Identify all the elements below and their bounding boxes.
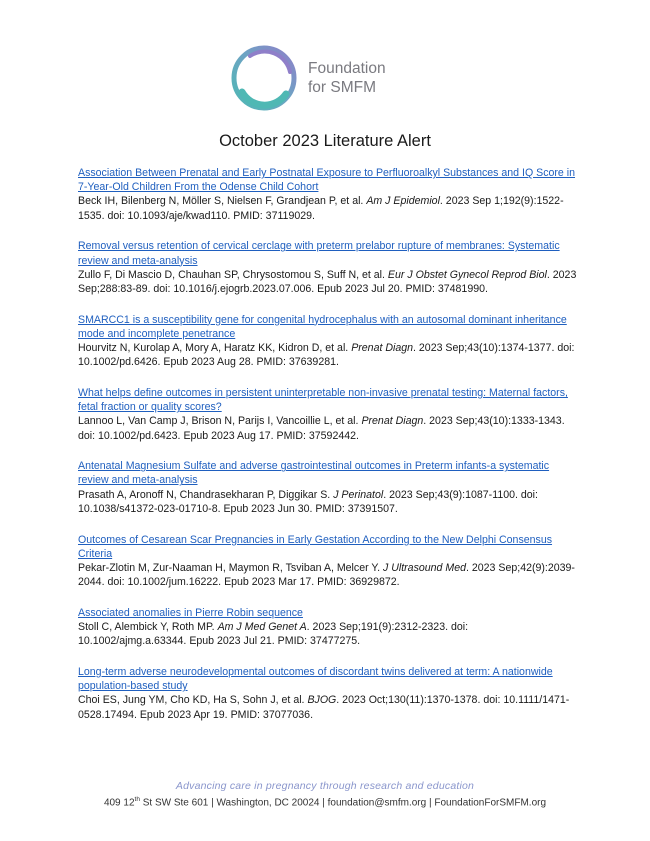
citation-authors: Choi ES, Jung YM, Cho KD, Ha S, Sohn J, et al. [78, 694, 308, 707]
citation-details: . 2023 Sep;42(9):2039-2044. doi: 10.1002/jum.16222. Epub 2023 Mar 17. PMID: 36929872. [78, 561, 575, 589]
logo-text [308, 59, 386, 97]
article-item [78, 665, 578, 722]
citation-details: . 2023 Sep;43(10):1374-1377. doi: 10.1002/pd.6426. Epub 2023 Aug 28. PMID: 37639281. [78, 342, 575, 369]
article-item [78, 239, 578, 296]
citation-details: . 2023 Sep 1;192(9):1522-1535. doi: 10.1093/aje/kwad110. PMID: 37119029. [78, 195, 564, 222]
citation-details: . 2023 Sep;43(9):1087-1100. doi: 10.1038/s41372-023-01710-8. Epub 2023 Jun 30. PMID: 37391507. [78, 488, 538, 515]
citation-journal: Eur J Obstet Gynecol Reprod Biol [387, 268, 547, 281]
article-link[interactable]: What helps define outcomes in persistent uninterpretable non-invasive prenatal testing: Maternal factors, fetal fraction or quality scores? [78, 386, 568, 414]
citation-details: . 2023 Sep;43(10):1333-1343. doi: 10.1002/pd.6423. Epub 2023 Aug 17. PMID: 37592442. [78, 415, 565, 442]
citation-authors: Pekar-Zlotin M, Zur-Naaman H, Maymon R, Tsviban A, Melcer Y. [78, 561, 383, 574]
footer-tagline: Advancing care in pregnancy through research and education [175, 780, 475, 792]
footer-address [0, 796, 650, 808]
foundation-logo [228, 42, 428, 114]
article-citation [78, 194, 578, 222]
citation-journal: Am J Med Genet A [217, 621, 307, 634]
article-citation [78, 341, 578, 369]
article-link[interactable]: SMARCC1 is a susceptibility gene for congenital hydrocephalus with an autosomal dominant inheritance mode and incomplete penetrance [78, 313, 567, 340]
citation-journal: Prenat Diagn [361, 415, 424, 428]
citation-details: . 2023 Oct;130(11):1370-1378. doi: 10.1111/1471-0528.17494. Epub 2023 Apr 19. PMID: 37077036. [78, 694, 570, 721]
article-link[interactable]: Outcomes of Cesarean Scar Pregnancies in Early Gestation According to the New Delphi Consensus Criteria [78, 533, 553, 560]
logo-line-1: Foundation [308, 60, 386, 77]
article-citation [78, 561, 578, 589]
citation-details: . 2023 Sep;288:83-89. doi: 10.1016/j.ejogrb.2023.07.006. Epub 2023 Jul 20. PMID: 37481990. [78, 268, 577, 295]
citation-authors: Zullo F, Di Mascio D, Chauhan SP, Chrysostomou S, Suff N, et al. [78, 268, 388, 281]
citation-authors: Stoll C, Alembick Y, Roth MP. [78, 621, 218, 634]
citation-journal: Prenat Diagn [351, 342, 414, 355]
citation-journal: Am J Epidemiol [366, 195, 440, 208]
article-citation [78, 620, 578, 648]
citation-details: . 2023 Sep;191(9):2312-2323. doi: 10.1002/ajmg.a.63344. Epub 2023 Jul 21. PMID: 37477275. [78, 621, 469, 648]
article-link[interactable]: Association Between Prenatal and Early Postnatal Exposure to Perfluoroalkyl Substances and IQ Score in 7-Year-Old Children From the Odense Child Cohort [78, 167, 576, 194]
article-link[interactable]: Antenatal Magnesium Sulfate and adverse gastrointestinal outcomes in Preterm infants-a systematic review and meta-analysis [78, 460, 550, 487]
address-prefix: 409 12 [103, 797, 135, 809]
address-rest: St SW Ste 601 | Washington, DC 20024 | foundation@smfm.org | FoundationForSMFM.org [139, 797, 547, 809]
article-citation [78, 488, 578, 516]
article-link[interactable]: Long-term adverse neurodevelopmental outcomes of discordant twins delivered at term: A nationwide population-based study [78, 665, 553, 693]
article-list [78, 166, 578, 738]
citation-authors: Beck IH, Bilenberg N, Möller S, Nielsen F, Grandjean P, et al. [78, 195, 367, 208]
article-link[interactable]: Associated anomalies in Pierre Robin sequence [78, 606, 303, 619]
logo-line-2: for SMFM [308, 79, 377, 96]
citation-authors: Lannoo L, Van Camp J, Brison N, Parijs I, Vancoillie L, et al. [78, 415, 362, 428]
citation-authors: Hourvitz N, Kurolap A, Mory A, Haratz KK, Kidron D, et al. [78, 342, 352, 355]
article-citation [78, 693, 578, 721]
article-item [78, 166, 578, 223]
citation-journal: BJOG [307, 694, 337, 707]
article-link[interactable]: Removal versus retention of cervical cerclage with preterm prelabor rupture of membranes: Systematic review and meta-analysis [78, 240, 560, 267]
article-citation [78, 268, 578, 296]
article-item [78, 386, 578, 443]
citation-authors: Prasath A, Aronoff N, Chandrasekharan P, Diggikar S. [78, 488, 334, 501]
article-item [78, 606, 578, 649]
address-sup: th [134, 796, 140, 803]
logo-ring-icon [228, 42, 300, 114]
page-title: October 2023 Literature Alert [219, 132, 431, 150]
article-item [78, 313, 578, 370]
citation-journal: J Perinatol [333, 488, 384, 501]
article-item [78, 459, 578, 516]
article-item [78, 533, 578, 590]
article-citation [78, 414, 578, 442]
citation-journal: J Ultrasound Med [382, 561, 466, 574]
